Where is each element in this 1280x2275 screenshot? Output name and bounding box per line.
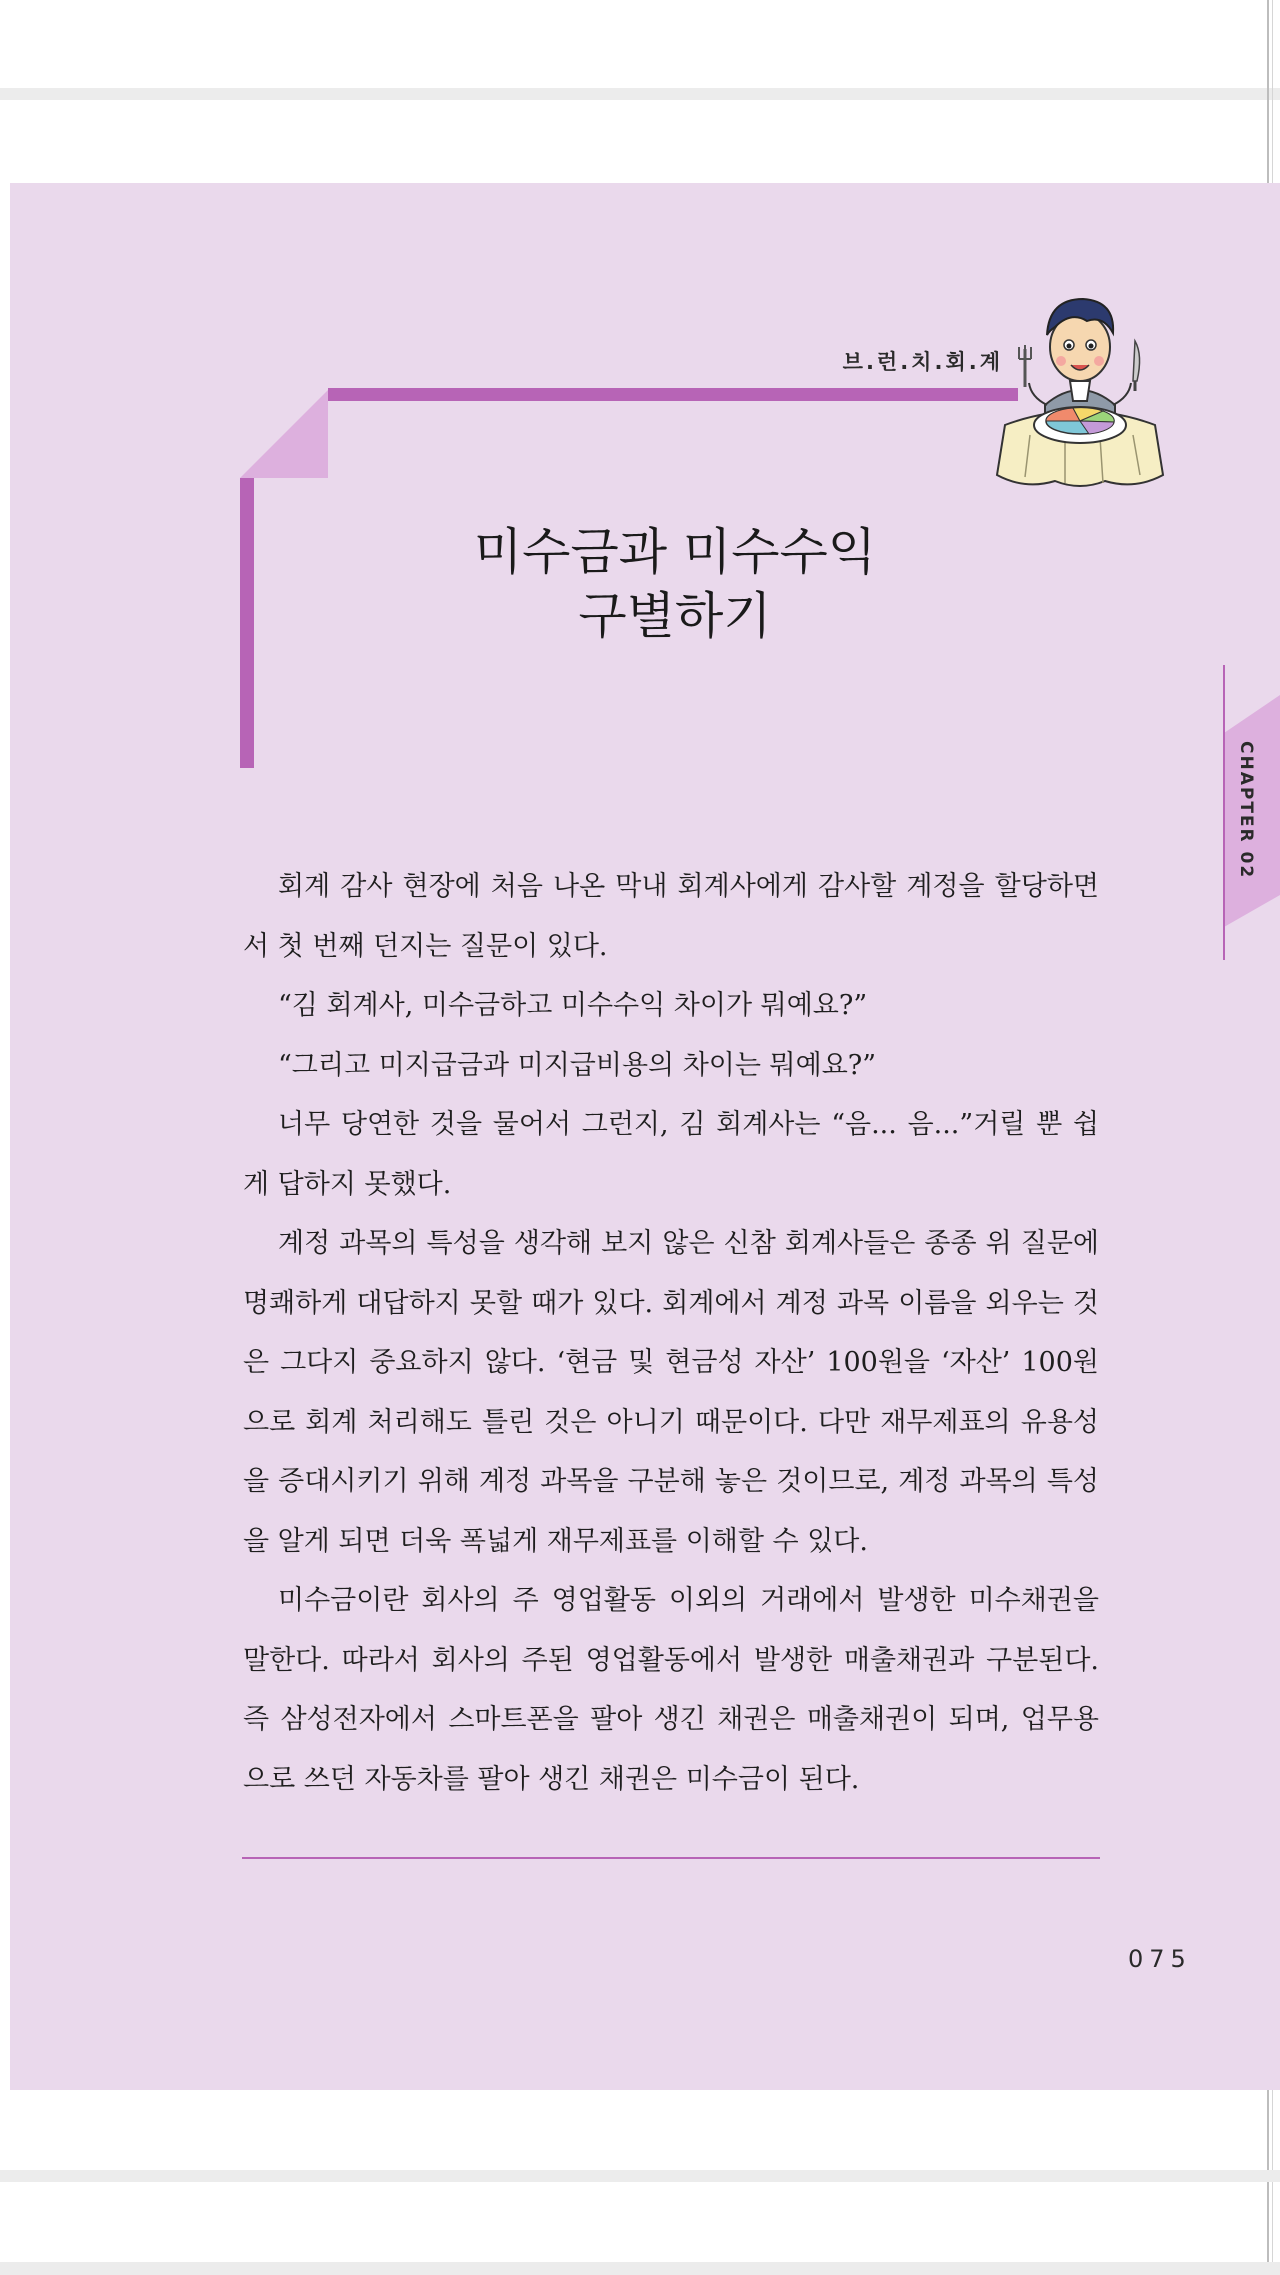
page-number: 075 bbox=[1128, 1945, 1192, 1973]
section-title bbox=[330, 520, 1020, 648]
mascot-illustration-icon bbox=[985, 285, 1175, 490]
body-paragraph-3: “그리고 미지급금과 미지급비용의 차이는 뭐예요?” bbox=[278, 1049, 877, 1081]
title-accent-bar bbox=[240, 478, 254, 768]
body-paragraph-5: 계정 과목의 특성을 생각해 보지 않은 신참 회계사들은 종종 위 질문에 명쾌하게 대답하지 못할 때가 있다. 회계에서 계정 과목 이름을 외우는 것은 그다지 중요하지 않다. ‘현금 및 현금성 자산’ 100원을 ‘자산’ 100원으로 회계 처리해도 틀린 것은 아니기 때문이다. 다만 재무제표의 유용성을 증대시키기 위해 계정 과목을 구분해 놓은 것이므로, 계정 과목의 특성을 알게 되면 더욱 폭넓게 재무제표를 이해할 수 있다. bbox=[243, 1228, 1099, 1557]
body-paragraph-6: 미수금이란 회사의 주 영업활동 이외의 거래에서 발생한 미수채권을 말한다. 따라서 회사의 주된 영업활동에서 발생한 매출채권과 구분된다. 즉 삼성전자에서 스마트폰을 팔아 생긴 채권은 매출채권이 되며, 업무용으로 쓰던 자동차를 팔아 생긴 채권은 미수금이 된다. bbox=[243, 1585, 1099, 1795]
header-accent-bar bbox=[328, 388, 1018, 401]
footer-divider bbox=[242, 1857, 1100, 1859]
chapter-label: CHAPTER 02 bbox=[1236, 741, 1256, 880]
series-label: 브.런.치.회.계 bbox=[842, 350, 1003, 374]
bottom-page-edge-strip bbox=[0, 2170, 1280, 2182]
section-title-line2: 구별하기 bbox=[578, 587, 772, 645]
body-paragraph-4: 너무 당연한 것을 물어서 그런지, 김 회계사는 “음... 음...”거릴 뿐 쉽게 답하지 못했다. bbox=[243, 1109, 1099, 1200]
bottom-page-edge-strip-2 bbox=[0, 2262, 1280, 2275]
top-page-edge-strip bbox=[0, 88, 1280, 100]
body-paragraph-2: “김 회계사, 미수금하고 미수수익 차이가 뭐예요?” bbox=[278, 990, 868, 1021]
body-paragraph-1: 회계 감사 현장에 처음 나온 막내 회계사에게 감사할 계정을 할당하면서 첫 번째 던지는 질문이 있다. bbox=[243, 871, 1099, 962]
section-title-line1: 미수금과 미수수익 bbox=[473, 523, 877, 581]
corner-fold-decoration bbox=[240, 390, 328, 478]
body-text bbox=[243, 857, 1099, 1809]
